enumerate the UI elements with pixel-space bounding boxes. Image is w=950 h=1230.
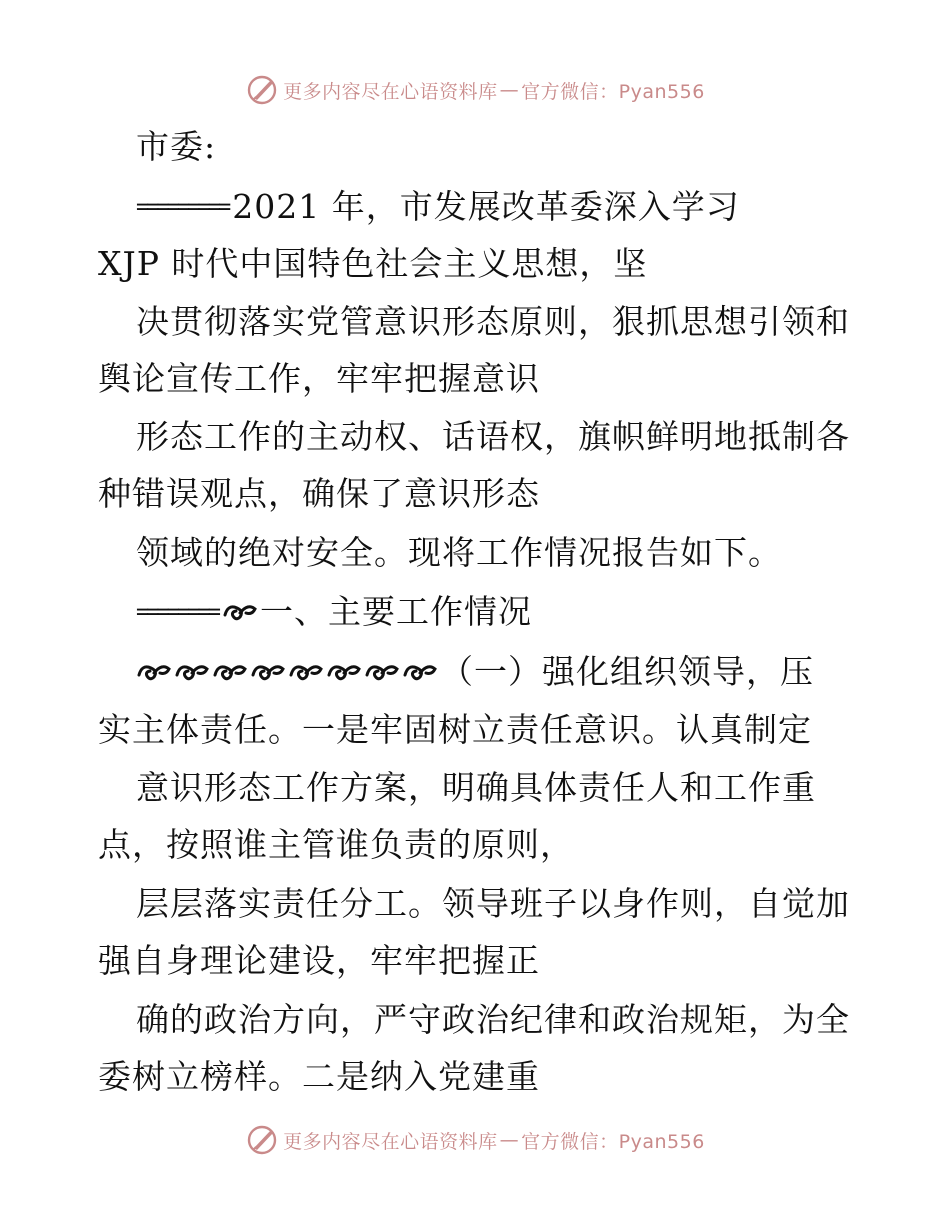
paragraph-line: 委树立榜样。二是纳入党建重 bbox=[98, 1057, 540, 1096]
quill-seal-icon bbox=[245, 73, 279, 107]
paragraph-line: 层层落实责任分工。领导班子以身作则，自觉加 bbox=[136, 884, 850, 923]
watermark-separator: — bbox=[499, 79, 520, 101]
scroll-ornament-icon bbox=[402, 659, 438, 685]
paragraph-line: 强自身理论建设，牢牢把握正 bbox=[98, 941, 540, 980]
paragraph-line: 决贯彻落实党管意识形态原则，狠抓思想引领和 bbox=[136, 302, 850, 341]
watermark-contact: 官方微信：Pyan556 bbox=[521, 80, 705, 103]
paragraph-line bbox=[136, 647, 936, 697]
scroll-ornament-icon bbox=[222, 599, 258, 625]
paragraph-line: 确的政治方向，严守政治纪律和政治规矩，为全 bbox=[136, 1000, 850, 1039]
paragraph-text: 2021 年，市发展改革委深入学习 bbox=[232, 187, 740, 226]
section-heading bbox=[136, 587, 936, 637]
quill-seal-icon bbox=[245, 1123, 279, 1157]
watermark-separator: — bbox=[499, 1129, 520, 1151]
paragraph-line bbox=[136, 182, 936, 232]
header-watermark bbox=[0, 70, 950, 110]
scroll-ornament-icon bbox=[136, 659, 172, 685]
paragraph-text: （一）强化组织领导，压 bbox=[440, 652, 814, 691]
paragraph-line: 点，按照谁主管谁负责的原则， bbox=[98, 825, 574, 864]
heading-text: 一、主要工作情况 bbox=[259, 592, 532, 631]
watermark-contact: 官方微信：Pyan556 bbox=[521, 1130, 705, 1153]
paragraph-line: 实主体责任。一是牢固树立责任意识。认真制定 bbox=[98, 710, 812, 749]
scroll-ornament-icon bbox=[364, 659, 400, 685]
footer-watermark bbox=[0, 1120, 950, 1160]
paragraph-line: 种错误观点，确保了意识形态 bbox=[98, 474, 540, 513]
watermark-text: 更多内容尽在心语资料库 bbox=[283, 80, 498, 103]
scroll-ornament-icon bbox=[326, 659, 362, 685]
watermark-text: 更多内容尽在心语资料库 bbox=[283, 1130, 498, 1153]
paragraph-line: 领域的绝对安全。现将工作情况报告如下。 bbox=[136, 533, 782, 572]
scroll-ornament-icon bbox=[250, 659, 286, 685]
dash-filler: ========= bbox=[136, 195, 229, 220]
scroll-ornament-icon bbox=[288, 659, 324, 685]
scroll-ornament-icon bbox=[212, 659, 248, 685]
paragraph-line: 意识形态工作方案，明确具体责任人和工作重 bbox=[136, 768, 816, 807]
paragraph-line: 舆论宣传工作，牢牢把握意识 bbox=[98, 359, 540, 398]
paragraph-line: XJP 时代中国特色社会主义思想，坚 bbox=[98, 244, 648, 283]
dash-filler: ======== bbox=[136, 600, 218, 625]
salutation: 市委: bbox=[136, 127, 217, 166]
paragraph-line: 形态工作的主动权、话语权，旗帜鲜明地抵制各 bbox=[136, 417, 850, 456]
scroll-ornament-icon bbox=[174, 659, 210, 685]
